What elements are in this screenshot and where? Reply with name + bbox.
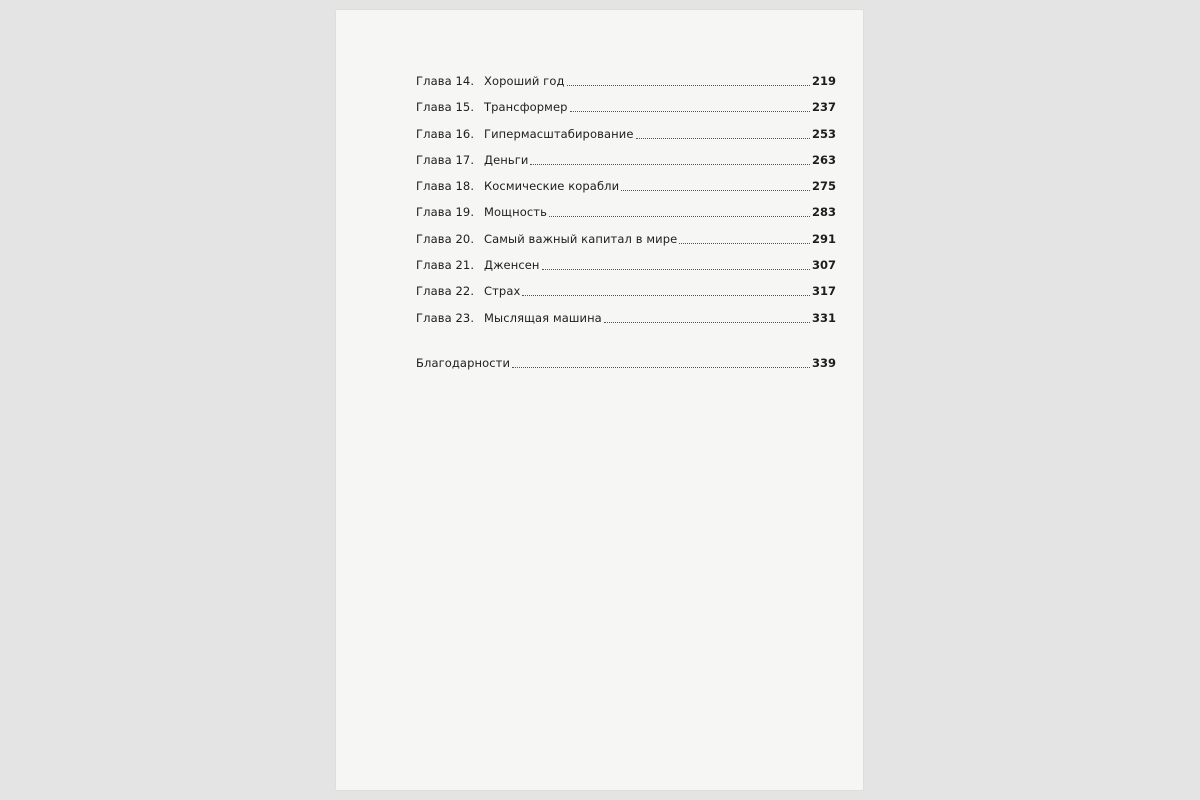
dot-leader bbox=[636, 138, 810, 139]
chapter-title: Мыслящая машина bbox=[484, 310, 602, 325]
chapter-number: Глава 21. bbox=[416, 258, 475, 273]
page-number: 283 bbox=[811, 205, 836, 220]
dot-leader bbox=[512, 367, 810, 368]
toc-entry bbox=[416, 153, 836, 179]
page-number: 339 bbox=[811, 355, 836, 370]
dot-leader bbox=[549, 216, 810, 217]
chapter-title: Хороший год bbox=[484, 74, 565, 88]
page-number: 291 bbox=[811, 231, 836, 246]
page-number: 219 bbox=[811, 74, 836, 88]
page-number: 317 bbox=[811, 284, 836, 299]
dot-leader bbox=[570, 111, 810, 112]
toc-entry bbox=[416, 74, 836, 100]
chapter-title: Мощность bbox=[484, 205, 547, 220]
chapter-number: Глава 16. bbox=[416, 126, 475, 141]
chapter-number: Глава 14. bbox=[416, 74, 475, 88]
acknowledgements-title: Благодарности bbox=[416, 355, 511, 370]
chapter-number: Глава 15. bbox=[416, 100, 475, 115]
toc-entry bbox=[416, 311, 836, 337]
page-number: 307 bbox=[811, 258, 836, 273]
toc-entry bbox=[416, 127, 836, 153]
chapter-number: Глава 18. bbox=[416, 179, 475, 194]
toc-entry bbox=[416, 284, 836, 310]
page-number: 263 bbox=[811, 152, 836, 167]
toc-entry bbox=[416, 205, 836, 231]
dot-leader bbox=[530, 164, 810, 165]
dot-leader bbox=[621, 190, 810, 191]
toc-entry-acknowledgements bbox=[416, 356, 836, 382]
toc-entry bbox=[416, 232, 836, 258]
page-number: 331 bbox=[811, 310, 836, 325]
chapter-number: Глава 17. bbox=[416, 152, 475, 167]
dot-leader bbox=[679, 243, 810, 244]
chapter-number: Глава 20. bbox=[416, 231, 475, 246]
dot-leader bbox=[604, 322, 810, 323]
dot-leader bbox=[522, 295, 810, 296]
chapter-title: Страх bbox=[484, 284, 521, 299]
dot-leader bbox=[542, 269, 810, 270]
chapter-number: Глава 22. bbox=[416, 284, 475, 299]
book-page bbox=[336, 10, 863, 790]
chapter-title: Гипермасштабирование bbox=[484, 126, 634, 141]
toc-entry bbox=[416, 100, 836, 126]
chapter-number: Глава 19. bbox=[416, 205, 475, 220]
chapter-number: Глава 23. bbox=[416, 310, 475, 325]
toc-entry bbox=[416, 258, 836, 284]
chapter-title: Трансформер bbox=[484, 100, 568, 115]
toc-entry bbox=[416, 179, 836, 205]
chapter-title: Деньги bbox=[484, 152, 529, 167]
page-number: 275 bbox=[811, 179, 836, 194]
chapter-title: Самый важный капитал в мире bbox=[484, 231, 678, 246]
dot-leader bbox=[567, 85, 810, 86]
chapter-title: Дженсен bbox=[484, 258, 540, 273]
table-of-contents bbox=[416, 74, 836, 382]
page-number: 253 bbox=[811, 126, 836, 141]
page-number: 237 bbox=[811, 100, 836, 115]
chapter-title: Космические корабли bbox=[484, 179, 620, 194]
